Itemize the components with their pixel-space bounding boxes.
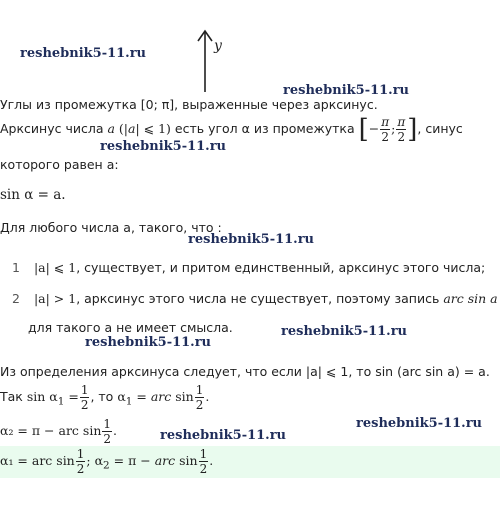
watermark: reshebnik5-11.ru bbox=[188, 232, 315, 247]
arcsin-notation: arc sin a bbox=[443, 291, 498, 306]
watermark: reshebnik5-11.ru bbox=[100, 139, 227, 154]
definition-line-2: которого равен a: bbox=[0, 157, 119, 172]
watermark: reshebnik5-11.ru bbox=[160, 428, 287, 443]
list-item-condition: |a| ⩽ 1 bbox=[33, 260, 77, 275]
definition-text-3: , синус bbox=[417, 121, 463, 136]
fraction-one-half: $\frac{1}{2}$ bbox=[103, 417, 112, 446]
final-equation: α₁ = arc sin bbox=[0, 453, 75, 468]
list-item-continuation: для такого a не имеет смысла. bbox=[28, 320, 233, 335]
list-item bbox=[12, 291, 498, 306]
definition-text-1: Арксинус числа bbox=[0, 121, 108, 136]
fraction-pi-2: $\frac{\pi}{2}$ bbox=[381, 115, 390, 144]
watermark: reshebnik5-11.ru bbox=[85, 335, 212, 350]
watermark: reshebnik5-11.ru bbox=[20, 46, 147, 61]
follows-line: Из определения арксинуса следует, что если |a| ⩽ 1, то sin (arc sin a) = a. bbox=[0, 364, 490, 379]
variable-a: a bbox=[107, 121, 115, 136]
watermark: reshebnik5-11.ru bbox=[281, 324, 408, 339]
alpha2-equation: α₂ = π − arc sin bbox=[0, 423, 102, 438]
fraction-pi-2: $\frac{\pi}{2}$ bbox=[397, 115, 406, 144]
y-axis-label: y bbox=[214, 38, 222, 54]
list-item-text: , существует, и притом единственный, арксинус этого числа; bbox=[76, 260, 486, 275]
fraction-one-half: $\frac{1}{2}$ bbox=[195, 383, 204, 412]
list-item-text: , арксинус этого числа не существует, поэтому запись bbox=[76, 291, 444, 306]
sin-alpha1: $\sin \alpha_1$ = bbox=[26, 389, 79, 408]
watermark: reshebnik5-11.ru bbox=[283, 83, 410, 98]
y-axis-arrow bbox=[195, 28, 215, 94]
fraction-one-half: $\frac{1}{2}$ bbox=[199, 447, 208, 476]
so-text: Так bbox=[0, 389, 23, 404]
intro-line: Углы из промежутка [0; π], выраженные через арксинус. bbox=[0, 97, 378, 112]
definition-text-2: есть угол α из промежутка bbox=[170, 121, 355, 136]
fraction-one-half: $\frac{1}{2}$ bbox=[76, 447, 85, 476]
so-line: Так $\sin \alpha_1$ = $\frac{1}{2}$ , то $\alpha_1$ = arc sin $\frac{1}{2}$ . bbox=[0, 383, 210, 412]
list-item bbox=[12, 260, 485, 275]
sin-equation: sin α = a. bbox=[0, 187, 66, 203]
list-item-number: 2 bbox=[12, 291, 20, 306]
final-equation-part-2: ; $\alpha_2 = \pi$ − arc sin bbox=[86, 453, 198, 472]
fraction-one-half: $\frac{1}{2}$ bbox=[80, 383, 89, 412]
list-item-number: 1 bbox=[12, 260, 20, 275]
for-any-line: Для любого числа a, такого, что : bbox=[0, 220, 222, 235]
interval-bracket-right: ] bbox=[407, 114, 418, 145]
alpha2-line: α₂ = π − arc sin $\frac{1}{2}$ . bbox=[0, 417, 117, 446]
watermark: reshebnik5-11.ru bbox=[356, 416, 483, 431]
alpha1-equals: $\alpha_1$ = arc sin bbox=[117, 389, 194, 408]
interval-bracket-left: [ bbox=[358, 114, 369, 145]
then-text: , то bbox=[90, 389, 114, 404]
final-answer: α₁ = arc sin $\frac{1}{2}$ ; $\alpha_2 = \pi$ − arc sin $\frac{1}{2}$ . bbox=[0, 447, 214, 476]
condition-paren: (|a| ⩽ 1) bbox=[118, 121, 171, 136]
list-item-condition: |a| > 1 bbox=[33, 291, 77, 306]
minus-sign: − bbox=[368, 121, 380, 136]
definition-line: Арксинус числа a (|a| ⩽ 1) есть угол α из промежутка [− $\frac{\pi}{2}$ ; $\frac{\pi}{2}$ ], синус bbox=[0, 114, 463, 145]
